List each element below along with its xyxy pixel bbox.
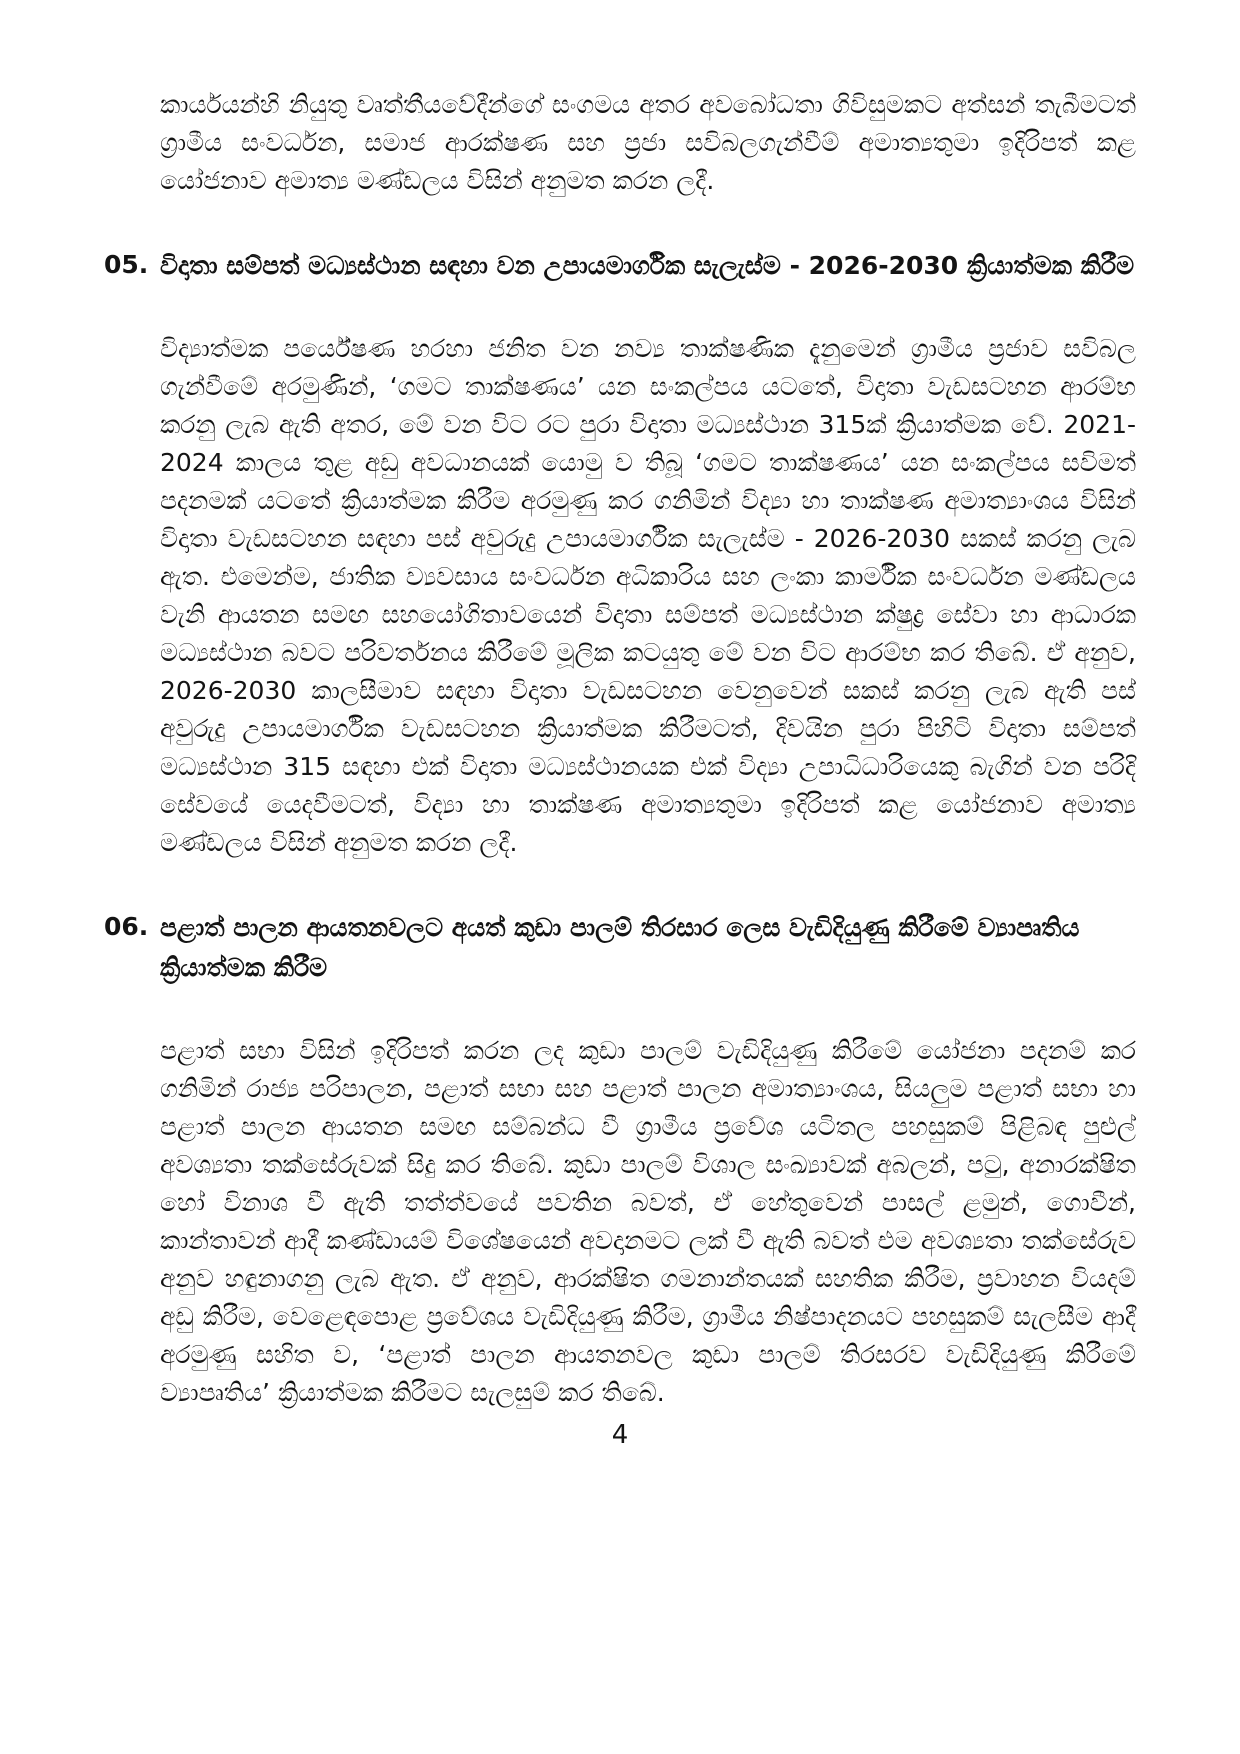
- section-05-body: විද්‍යාත්මක පර්යේෂණ හරහා ජනිත වන නව්‍ය තාක්ෂණික දැනුමෙන් ග්‍රාමීය ප්‍රජාව සවිබල ගැන්වීමේ අරමුණින්, ‘ගමට තාක්ෂණය’ යන සංකල්පය යටතේ, විදාතා වැඩසටහන ආරම්භ කරනු ලැබ ඇති අතර, මේ වන විට රට පුරා විදාතා මධ්‍යස්ථාන 315ක් ක්‍රියාත්මක වේ. 2021-2024 කාලය තුළ අඩු අවධානයක් යොමු ව තිබූ ‘ගමට තාක්ෂණය’ යන සංකල්පය සවිමත් පදනමක් යටතේ ක්‍රියාත්මක කිරීම අරමුණු කර ගනිමින් විද්‍යා හා තාක්ෂණ අමාත්‍යාංශය විසින් විදාතා වැඩසටහන සඳහා පස් අවුරුදු උපායමාර්ගික සැලැස්ම - 2026-2030 සකස් කරනු ලැබ ඇත. එමෙන්ම, ජාතික ව්‍යවසාය සංවර්ධන අධිකාරිය සහ ලංකා කාර්මික සංවර්ධන මණ්ඩලය වැනි ආයතන සමඟ සහයෝගිතාවයෙන් විදාතා සම්පත් මධ්‍යස්ථාන ක්ෂුද්‍ර සේවා හා ආධාරක මධ්‍යස්ථාන බවට පරිවර්තනය කිරීමේ මූලික කටයුතු මේ වන විට ආරම්භ කර තිබේ. ඒ අනුව, 2026-2030 කාලසීමාව සඳහා විදාතා වැඩසටහන වෙනුවෙන් සකස් කරනු ලැබ ඇති පස් අවුරුදු උපායමාර්ගික වැඩසටහන ක්‍රියාත්මක කිරීමටත්, දිවයින පුරා පිහිටි විදාතා සම්පත් මධ්‍යස්ථාන 315 සඳහා එක් විදාතා මධ්‍යස්ථානයක එක් විද්‍යා උපාධිධාරියෙකු බැගින් වන පරිදි සේවයේ යෙදවීමටත්, විද්‍යා හා තාක්ෂණ අමාත්‍යතුමා ඉදිරිපත් කළ යෝජනාව අමාත්‍ය මණ්ඩලය විසින් අනුමත කරන ලදී.: [160, 334, 1136, 857]
- section-05-heading: විදාතා සම්පත් මධ්‍යස්ථාන සඳහා වන උපායමාර්ගික සැලැස්ම - 2026-2030 ක්‍රියාත්මක කිරීම: [160, 251, 1135, 280]
- section-05-main: [160, 246, 1136, 862]
- intro-paragraph: කාර්යයන්හි නියුතු වෘත්තීයවේදීන්ගේ සංගමය අතර අවබෝධතා ගිවිසුමකට අත්සන් තැබීමටත් ග්‍රාමීය සංවර්ධන, සමාජ ආරක්ෂණ සහ ප්‍රජා සවිබලගැන්වීම් අමාත්‍යතුමා ඉදිරිපත් කළ යෝජනාව අමාත්‍ය මණ්ඩලය විසින් අනුමත කරන ලදී.: [160, 90, 1136, 195]
- page-number: 4: [611, 1420, 629, 1450]
- section-06: [104, 908, 1136, 1412]
- section-05-number: 05.: [104, 250, 149, 279]
- section-06-main: [160, 908, 1136, 1412]
- section-05: [104, 246, 1136, 862]
- section-06-heading: පළාත් පාලන ආයතනවලට අයත් කුඩා පාලම් තිරසාර ලෙස වැඩිදියුණු කිරීමේ ව්‍යාපෘතිය ක්‍රියාත්මක කිරීම: [160, 913, 1080, 982]
- section-06-body: පළාත් සභා විසින් ඉදිරිපත් කරන ලද කුඩා පාලම් වැඩිදියුණු කිරීමේ යෝජනා පදනම් කර ගනිමින් රාජ්‍ය පරිපාලන, පළාත් සභා සහ පළාත් පාලන අමාත්‍යාංශය, සියලුම පළාත් සභා හා පළාත් පාලන ආයතන සමඟ සම්බන්ධ වී ග්‍රාමීය ප්‍රවේශ යටිතල පහසුකම් පිළිබඳ පුළුල් අවශ්‍යතා තක්සේරුවක් සිදු කර තිබේ. කුඩා පාලම් විශාල සංඛ්‍යාවක් අබලන්, පටු, අනාරක්ෂිත හෝ විනාශ වී ඇති තත්ත්වයේ පවතින බවත්, ඒ හේතුවෙන් පාසල් ළමුන්, ගොවීන්, කාන්තාවන් ආදී කණ්ඩායම් විශේෂයෙන් අවදානමට ලක් වී ඇති බවත් එම අවශ්‍යතා තක්සේරුව අනුව හඳුනාගනු ලැබ ඇත. ඒ අනුව, ආරක්ෂිත ගමනාන්තයක් සහතික කිරීම, ප්‍රවාහන වියදම් අඩු කිරීම, වෙළෙඳපොළ ප්‍රවේශය වැඩිදියුණු කිරීම, ග්‍රාමීය නිෂ්පාදනයට පහසුකම් සැලසීම ආදී අරමුණු සහිත ව, ‘පළාත් පාලන ආයතනවල කුඩා පාලම් තිරසරව වැඩිදියුණු කිරීමේ ව්‍යාපෘතිය’ ක්‍රියාත්මක කිරීමට සැලසුම් කර තිබේ.: [160, 1036, 1136, 1407]
- section-06-number: 06.: [104, 912, 149, 941]
